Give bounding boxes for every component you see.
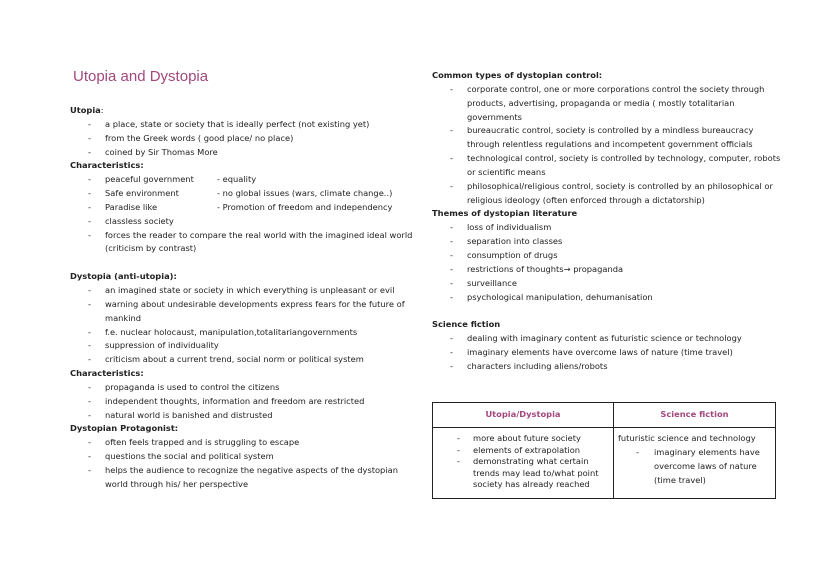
list-item [70, 201, 420, 215]
item-text: f.e. nuclear holocaust, manipulation,totalitariangovernments [105, 326, 358, 337]
table-header: Utopia/Dystopia [433, 403, 614, 428]
list-item [432, 152, 782, 180]
bullet-dash: - [450, 222, 453, 233]
bullet-dash: - [450, 83, 453, 94]
list-item [437, 433, 609, 445]
bullet-dash: - [88, 284, 91, 295]
heading-text: Characteristics: [70, 368, 144, 379]
item-text: often feels trapped and is struggling to escape [105, 437, 300, 448]
item-text: more about future society [473, 433, 581, 443]
list-item [432, 346, 782, 360]
item-text-secondary: - equality [217, 174, 257, 185]
bullet-dash: - [88, 229, 91, 240]
heading-text: Science fiction [432, 319, 501, 330]
item-text: helps the audience to recognize the negative aspects of the dystopian world through his/ her perspective [105, 464, 398, 489]
bullet-dash: - [88, 340, 91, 351]
list-item [437, 456, 609, 491]
table-cell-science-fiction [614, 428, 776, 499]
bullet-dash: - [88, 451, 91, 462]
section-heading [70, 270, 420, 284]
heading-text: Dystopian Protagonist: [70, 423, 179, 434]
item-text: imaginary elements have overcome laws of nature (time travel) [654, 446, 760, 485]
list-item [432, 124, 782, 152]
left-column [70, 104, 420, 492]
heading-text: Dystopia (anti-utopia): [70, 271, 177, 282]
list-item [70, 173, 420, 187]
table-cell-utopia-dystopia [433, 428, 614, 499]
list-item [432, 83, 782, 125]
item-text: demonstrating what certain trends may lead to/what point society has already reached [473, 456, 599, 489]
list-item [70, 284, 420, 298]
bullet-dash: - [450, 153, 453, 164]
list-item [70, 381, 420, 395]
item-text: peaceful government [105, 174, 194, 185]
list-item [70, 118, 420, 132]
list-item [432, 249, 782, 263]
heading-suffix: : [100, 105, 104, 115]
bullet-dash: - [88, 354, 91, 365]
bullet-dash: - [636, 446, 639, 457]
bullet-dash: - [88, 381, 91, 392]
item-text: warning about undesirable developments express fears for the future of mankind [105, 298, 405, 323]
heading-text: Characteristics: [70, 160, 144, 171]
list-item [432, 235, 782, 249]
item-text: dealing with imaginary content as futuristic science or technology [467, 333, 742, 344]
list-item [432, 360, 782, 374]
item-text: an imagined state or society in which everything is unpleasant or evil [105, 284, 395, 295]
item-text-secondary: - no global issues (wars, climate change..) [217, 188, 393, 199]
list-item [70, 298, 420, 326]
bullet-dash: - [450, 180, 453, 191]
list-item [70, 146, 420, 160]
bullet-dash: - [88, 188, 91, 199]
bullet-dash: - [450, 333, 453, 344]
item-text: restrictions of thoughts→ propaganda [467, 263, 624, 274]
bullet-dash: - [450, 125, 453, 136]
page-title: Utopia and Dystopia [73, 68, 209, 85]
section-heading [432, 318, 782, 332]
table-row [433, 428, 776, 499]
list-item [432, 277, 782, 291]
list-item [432, 291, 782, 305]
item-text: criticism about a current trend, social norm or political system [105, 354, 364, 365]
list-item [70, 215, 420, 229]
cell-intro: futuristic science and technology [618, 433, 756, 443]
bullet-dash: - [450, 291, 453, 302]
bullet-dash: - [88, 146, 91, 157]
list-item [70, 395, 420, 409]
list-item [618, 445, 771, 487]
item-text: suppression of individuality [105, 340, 219, 351]
right-column [432, 69, 782, 374]
bullet-dash: - [450, 277, 453, 288]
list-item [432, 332, 782, 346]
list-item [70, 132, 420, 146]
item-text: natural world is banished and distrusted [105, 409, 273, 420]
item-text-secondary: - Promotion of freedom and independency [217, 201, 393, 212]
list-item [70, 353, 420, 367]
heading-text: Themes of dystopian literature [432, 208, 578, 219]
item-text: technological control, society is controlled by technology, computer, robots or scientific means [467, 153, 781, 177]
item-text: separation into classes [467, 236, 563, 247]
section-heading [70, 422, 420, 436]
bullet-dash: - [88, 464, 91, 475]
bullet-dash: - [88, 298, 91, 309]
bullet-dash: - [88, 132, 91, 143]
item-text: forces the reader to compare the real world with the imagined ideal world (criticism by contrast) [105, 229, 413, 254]
item-text: propaganda is used to control the citizens [105, 381, 280, 392]
item-text: loss of individualism [467, 222, 552, 233]
list-item [70, 339, 420, 353]
bullet-dash: - [88, 409, 91, 420]
heading-text: Utopia [70, 105, 101, 115]
list-item [70, 409, 420, 423]
heading-text: Common types of dystopian control: [432, 70, 603, 80]
item-text: a place, state or society that is ideally perfect (not existing yet) [105, 118, 370, 129]
item-text: classless society [105, 215, 174, 226]
list-item [70, 464, 420, 492]
spacer [432, 304, 782, 318]
bullet-dash: - [88, 174, 91, 185]
section-heading [70, 104, 420, 118]
list-item [70, 187, 420, 201]
item-text: independent thoughts, information and freedom are restricted [105, 395, 365, 406]
section-heading [432, 207, 782, 221]
list-item [70, 326, 420, 340]
section-heading [432, 69, 782, 83]
table-header-row [433, 403, 776, 428]
section-heading [70, 367, 420, 381]
spacer [70, 256, 420, 270]
bullet-dash: - [457, 456, 460, 466]
list-item [70, 229, 420, 257]
list-item [432, 221, 782, 235]
item-text: bureaucratic control, society is controlled by a mindless bureaucracy through relentless regulations and incompetent government officials [467, 125, 754, 150]
list-item [432, 180, 782, 208]
table-header: Science fiction [614, 403, 776, 428]
bullet-dash: - [450, 263, 453, 274]
section-heading [70, 159, 420, 173]
bullet-dash: - [450, 236, 453, 247]
item-text: consumption of drugs [467, 249, 558, 260]
bullet-dash: - [450, 249, 453, 260]
list-item [437, 445, 609, 457]
item-text: surveillance [467, 277, 517, 288]
bullet-dash: - [450, 360, 453, 371]
item-text: philosophical/religious control, society is controlled by an philosophical or religious ideology (often enforced through a dictatorship) [467, 180, 773, 205]
bullet-dash: - [88, 118, 91, 129]
bullet-dash: - [450, 346, 453, 357]
bullet-dash: - [457, 433, 460, 443]
item-text: Safe environment [105, 188, 179, 199]
item-text: Paradise like [105, 201, 158, 212]
bullet-dash: - [88, 437, 91, 448]
item-text: from the Greek words ( good place/ no place) [105, 132, 294, 143]
bullet-dash: - [88, 395, 91, 406]
item-text: coined by Sir Thomas More [105, 146, 218, 157]
bullet-dash: - [88, 326, 91, 337]
comparison-table [432, 402, 776, 499]
item-text: questions the social and political system [105, 451, 274, 462]
item-text: imaginary elements have overcome laws of nature (time travel) [467, 346, 733, 357]
bullet-dash: - [88, 215, 91, 226]
list-item [70, 450, 420, 464]
item-text: characters including aliens/robots [467, 360, 608, 371]
bullet-dash: - [88, 201, 91, 212]
list-item [70, 436, 420, 450]
list-item [432, 263, 782, 277]
item-text: psychological manipulation, dehumanisation [467, 291, 653, 302]
bullet-dash: - [457, 444, 460, 455]
item-text: corporate control, one or more corporations control the society through products, advertising, propaganda or media ( mostly totalitarian governments [467, 83, 765, 122]
item-text: elements of extrapolation [473, 444, 581, 455]
